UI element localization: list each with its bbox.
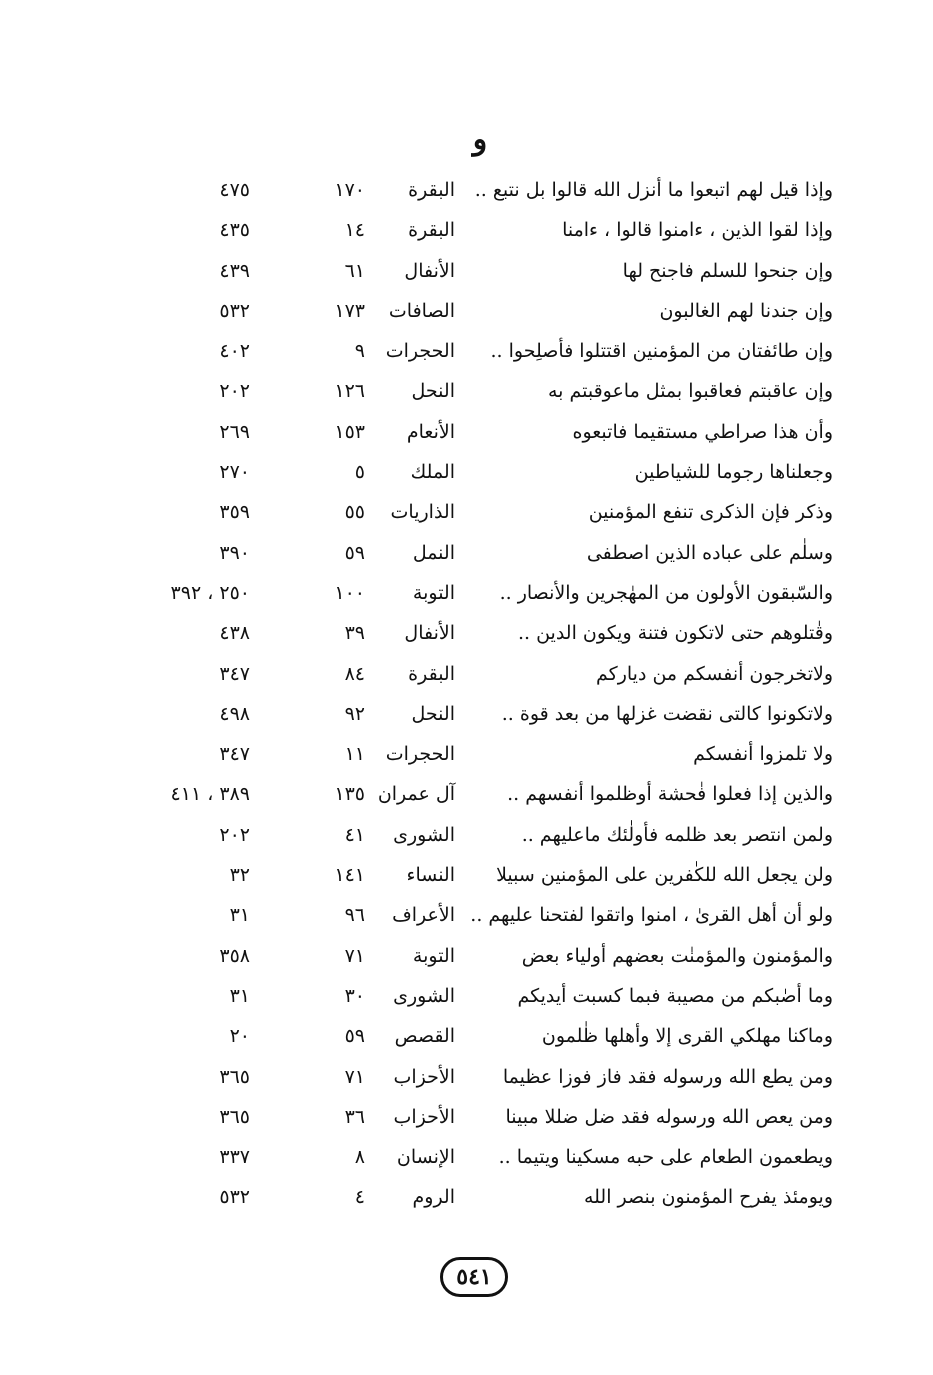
- index-row: [0, 820, 933, 860]
- page-references: ٤٠٢: [219, 340, 250, 363]
- ayah-number: ١٢٦: [334, 380, 365, 403]
- surah-name: الأعراف: [392, 904, 455, 927]
- index-row: [0, 860, 933, 900]
- surah-name: الذاريات: [390, 501, 455, 524]
- ayah-number: ١٧٠: [334, 179, 365, 201]
- ayah-number: ٣٠: [344, 984, 365, 1007]
- ayah-number: ٥: [354, 461, 365, 484]
- ayah-number: ٥٥: [344, 501, 365, 524]
- verse-text: ويومئذ يفرح المؤمنون بنصر الله: [583, 1186, 833, 1209]
- page-references: ٣٥٨: [219, 944, 250, 967]
- page-references: ٤٣٩: [219, 259, 250, 282]
- surah-name: النساء: [406, 864, 455, 887]
- index-row: [0, 296, 933, 336]
- page-references: ٤٣٨: [219, 622, 250, 645]
- ayah-number: ١٤: [344, 219, 365, 242]
- surah-name: الأنفال: [404, 259, 455, 282]
- index-row: [0, 578, 933, 618]
- verse-text: وإن طائفتان من المؤمنين اقتتلوا فأصلِحوا ..: [490, 340, 833, 363]
- index-row: [0, 256, 933, 296]
- ayah-number: ٣٩: [344, 622, 365, 645]
- verse-text: وجعلناها رجوما للشياطين: [634, 461, 833, 484]
- page-references: ٣٤٧: [219, 662, 250, 685]
- verse-text: ولو أن أهل القرىٰ ، امنوا واتقوا لفتحنا عليهم ..: [470, 904, 833, 927]
- verse-text: ولن يجعل الله للكٰفرين على المؤمنين سبيلا: [496, 864, 833, 887]
- verse-text: والذين إذا فعلوا فٰحشة أوظلموا أنفسهم ..: [507, 783, 833, 806]
- ayah-number: ٩٦: [344, 904, 365, 927]
- page-references: ٤٣٥: [219, 219, 250, 242]
- ayah-number: ٧١: [344, 1065, 365, 1088]
- surah-name: الأنفال: [404, 622, 455, 645]
- ayah-number: ٧١: [344, 944, 365, 967]
- ayah-number: ٤: [354, 1186, 365, 1209]
- section-letter-heading: و: [472, 122, 488, 157]
- ayah-number: ١١: [344, 743, 365, 766]
- page-references: ٣٩٠: [219, 541, 250, 564]
- ayah-number: ٥٩: [344, 1025, 365, 1048]
- index-row: [0, 1102, 933, 1142]
- index-row: [0, 538, 933, 578]
- surah-name: الشورى: [393, 984, 455, 1007]
- surah-name: القصص: [394, 1025, 455, 1048]
- verse-text: وإن جندنا لهم الغالبون: [659, 299, 833, 322]
- index-row: [0, 1142, 933, 1182]
- verse-text: والمؤمنون والمؤمنٰت بعضهم أولياء بعض: [521, 944, 833, 967]
- surah-name: البقرة: [408, 179, 455, 201]
- page-references: ٥٣٢: [219, 299, 250, 322]
- page-references: ٣٢: [229, 864, 250, 887]
- verse-text: وإن جنحوا للسلم فاجنح لها: [622, 259, 833, 282]
- surah-name: الأحزاب: [393, 1105, 455, 1128]
- index-row: [0, 175, 933, 215]
- ayah-number: ٨: [354, 1146, 365, 1169]
- ayah-number: ٤١: [344, 823, 365, 846]
- surah-name: الملك: [410, 461, 455, 484]
- index-row: [0, 900, 933, 940]
- surah-name: النحل: [411, 702, 455, 725]
- verse-text: ولا تلمزوا أنفسكم: [693, 743, 833, 766]
- ayah-number: ٣٦: [344, 1105, 365, 1128]
- ayah-number: ١٤١: [334, 864, 365, 887]
- page-references: ٢٠٢: [219, 380, 250, 403]
- ayah-number: ٥٩: [344, 541, 365, 564]
- surah-name: الإنسان: [396, 1146, 455, 1169]
- surah-name: الأنعام: [406, 420, 455, 443]
- page-references: ٣٥٩: [219, 501, 250, 524]
- index-row: [0, 336, 933, 376]
- index-row: [0, 215, 933, 255]
- verse-text: وإذا لقوا الذين ، ءامنوا قالوا ، ءامنا: [562, 219, 833, 242]
- index-row: [0, 779, 933, 819]
- index-row: [0, 699, 933, 739]
- verse-text: وذكر فإن الذكرى تنفع المؤمنين: [588, 501, 833, 524]
- index-row: [0, 417, 933, 457]
- surah-name: الحجرات: [385, 340, 455, 363]
- page-references: ٢٠: [229, 1025, 250, 1048]
- ayah-number: ٨٤: [344, 662, 365, 685]
- page-references: ٢٥٠ ، ٣٩٢: [170, 581, 250, 604]
- page-references: ٣٦٥: [219, 1105, 250, 1128]
- surah-name: الصافات: [388, 299, 455, 322]
- page-references: ٣١: [229, 984, 250, 1007]
- surah-name: آل عمران: [377, 783, 455, 806]
- verse-text: وإن عاقبتم فعاقبوا بمثل ماعوقبتم به: [547, 380, 833, 403]
- index-row: [0, 941, 933, 981]
- verse-text: ومن يعص الله ورسوله فقد ضل ضللا مبينا: [505, 1105, 833, 1128]
- index-row: [0, 1021, 933, 1061]
- index-row: [0, 739, 933, 779]
- verse-text: ولمن انتصر بعد ظلمه فأولٰئك ماعليهم ..: [521, 823, 833, 846]
- verse-text: والسّبقون الأولون من المهٰجرين والأنصار ..: [499, 581, 833, 604]
- page-references: ٣٨٩ ، ٤١١: [170, 783, 250, 806]
- verse-text: وسلٰم على عباده الذين اصطفى: [586, 541, 833, 564]
- surah-name: الأحزاب: [393, 1065, 455, 1088]
- index-row: [0, 659, 933, 699]
- surah-name: التوبة: [412, 944, 455, 967]
- ayah-number: ١٣٥: [334, 783, 365, 806]
- index-table: [0, 175, 933, 1223]
- surah-name: النحل: [411, 380, 455, 403]
- verse-text: ويطعمون الطعام على حبه مسكينا ويتيما ..: [498, 1146, 833, 1169]
- index-row: [0, 1062, 933, 1102]
- index-row: [0, 497, 933, 537]
- index-row: [0, 1182, 933, 1222]
- surah-name: النمل: [412, 541, 455, 564]
- surah-name: الروم: [412, 1186, 455, 1209]
- page-references: ٣٦٥: [219, 1065, 250, 1088]
- index-row: [0, 376, 933, 416]
- verse-text: ولاتخرجون أنفسكم من دياركم: [596, 662, 833, 685]
- surah-name: البقرة: [408, 662, 455, 685]
- verse-text: ولاتكونوا كالتى نقضت غزلها من بعد قوة ..: [501, 702, 833, 725]
- ayah-number: ١٠٠: [334, 581, 365, 604]
- page-references: ٣٤٧: [219, 743, 250, 766]
- index-row: [0, 981, 933, 1021]
- page-references: ٤٧٥: [219, 179, 250, 201]
- page-references: ٢٧٠: [219, 461, 250, 484]
- page-references: ٣٣٧: [219, 1146, 250, 1169]
- page-references: ٣١: [229, 904, 250, 927]
- ayah-number: ١٧٣: [334, 299, 365, 322]
- verse-text: وماكنا مهلكي القرى إلا وأهلها ظٰلمون: [541, 1025, 833, 1048]
- page-references: ٢٦٩: [219, 420, 250, 443]
- ayah-number: ٩٢: [344, 702, 365, 725]
- index-row: [0, 457, 933, 497]
- ayah-number: ٦١: [344, 259, 365, 282]
- surah-name: البقرة: [408, 219, 455, 242]
- ayah-number: ٩: [354, 340, 365, 363]
- ayah-number: ١٥٣: [334, 420, 365, 443]
- verse-text: ومن يطع الله ورسوله فقد فاز فوزا عظيما: [502, 1065, 833, 1088]
- verse-text: وإذا قيل لهم اتبعوا ما أنزل الله قالوا بل نتبع ..: [474, 179, 833, 201]
- verse-text: وما أصٰبكم من مصيبة فبما كسبت أيديكم: [517, 984, 833, 1007]
- page-references: ٤٩٨: [219, 702, 250, 725]
- surah-name: الشورى: [393, 823, 455, 846]
- page-number-badge: ٥٤١: [440, 1257, 508, 1297]
- page-references: ٥٣٢: [219, 1186, 250, 1209]
- verse-text: وأن هذا صراطي مستقيما فاتبعوه: [572, 420, 833, 443]
- page-references: ٢٠٢: [219, 823, 250, 846]
- surah-name: الحجرات: [385, 743, 455, 766]
- index-row: [0, 618, 933, 658]
- surah-name: التوبة: [412, 581, 455, 604]
- verse-text: وقٰتلوهم حتى لاتكون فتنة ويكون الدين ..: [517, 622, 833, 645]
